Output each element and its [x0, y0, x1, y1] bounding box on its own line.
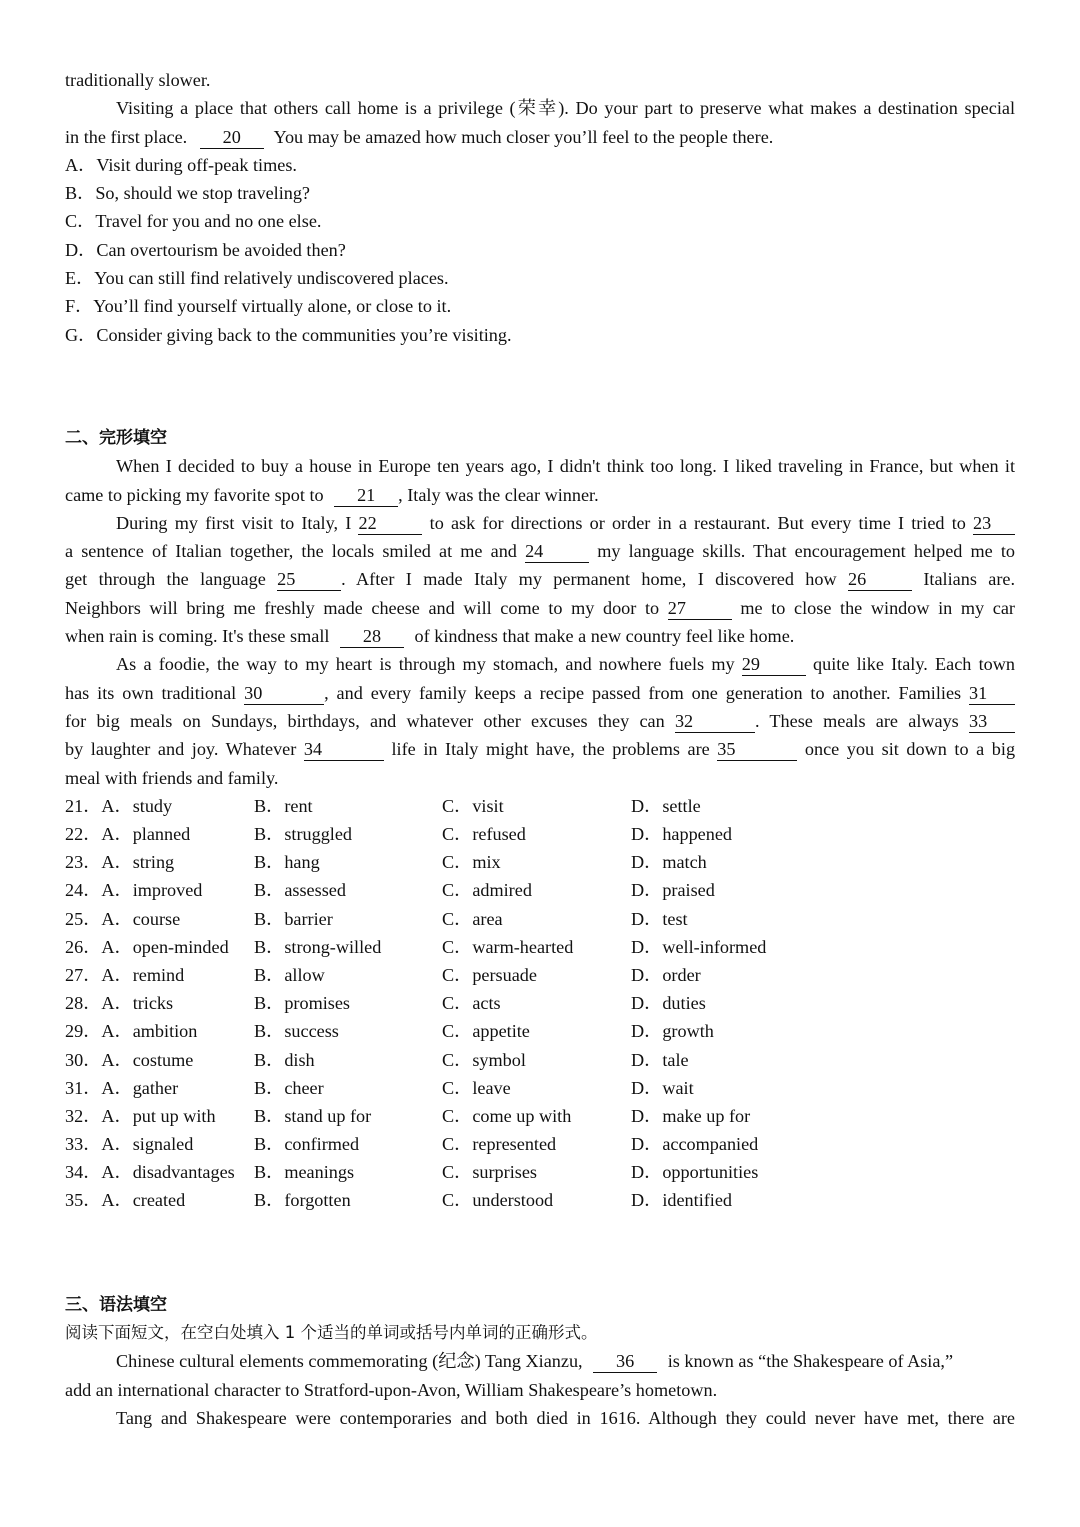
answer-blank[interactable]: 26 — [848, 569, 912, 591]
question-row — [65, 1186, 1015, 1214]
passage-text: traditionally slower. — [65, 70, 211, 90]
choice-c[interactable]: C．come up with — [442, 1105, 572, 1126]
passage-text — [65, 481, 1015, 509]
option-item: F．You’ll find yourself virtually alone, or close to it. — [65, 296, 452, 317]
choice-a[interactable]: 34．A．disadvantages — [65, 1162, 235, 1183]
choice-b[interactable]: B．promises — [254, 993, 350, 1014]
choice-d[interactable]: D．tale — [631, 1049, 689, 1070]
choice-b[interactable]: B．rent — [254, 795, 313, 816]
text-run: Neighbors will bring me freshly made cheese and will come to my door to — [65, 597, 660, 618]
answer-blank[interactable]: 29 — [742, 654, 806, 676]
answer-blank[interactable]: 33 — [969, 711, 1015, 733]
question-list — [65, 792, 1015, 1215]
choice-b[interactable]: B．confirmed — [254, 1134, 360, 1155]
text-run: by laughter and joy. Whatever — [65, 739, 297, 760]
question-row — [65, 820, 1015, 848]
text-run: life in Italy might have, the problems are — [391, 739, 710, 760]
choice-c[interactable]: C．visit — [442, 795, 504, 816]
choice-a[interactable]: 32．A．put up with — [65, 1105, 216, 1126]
choice-d[interactable]: D．happened — [631, 824, 733, 845]
choice-c[interactable]: C．symbol — [442, 1049, 526, 1070]
answer-blank[interactable]: 22 — [358, 513, 422, 535]
choice-d[interactable]: D．match — [631, 852, 707, 873]
question-row — [65, 933, 1015, 961]
choice-d[interactable]: D．order — [631, 964, 701, 985]
text-run: get through the language — [65, 569, 266, 590]
answer-blank[interactable]: 24 — [525, 541, 589, 563]
passage-text — [65, 509, 1015, 537]
answer-blank[interactable]: 28 — [340, 626, 404, 648]
text-run: As a foodie, the way to my heart is through my stomach, and nowhere fuels my — [116, 654, 735, 675]
choice-d[interactable]: D．test — [631, 908, 688, 929]
answer-blank[interactable]: 35 — [717, 739, 797, 761]
text-run: has its own traditional — [65, 682, 237, 703]
choice-d[interactable]: D．accompanied — [631, 1134, 759, 1155]
choice-c[interactable]: C．understood — [442, 1190, 554, 1211]
passage-text — [65, 735, 1015, 763]
text-run: quite like Italy. Each town — [813, 654, 1016, 675]
answer-blank[interactable]: 34 — [304, 739, 384, 761]
choice-c[interactable]: C．acts — [442, 993, 501, 1014]
choice-d[interactable]: D．growth — [631, 1021, 714, 1042]
answer-blank[interactable]: 25 — [277, 569, 341, 591]
question-row — [65, 1102, 1015, 1130]
choice-c[interactable]: C．admired — [442, 880, 532, 901]
text-run: me to close the window in my car — [740, 597, 1015, 618]
choice-c[interactable]: C．persuade — [442, 964, 537, 985]
choice-b[interactable]: B．success — [254, 1021, 339, 1042]
choice-a[interactable]: 24．A．improved — [65, 880, 203, 901]
text-run: for big meals on Sundays, birthdays, and whatever other excuses they can — [65, 710, 665, 731]
answer-blank[interactable]: 31 — [969, 683, 1015, 705]
question-row — [65, 1158, 1015, 1186]
option-item: C．Travel for you and no one else. — [65, 211, 322, 232]
answer-blank[interactable]: 32 — [675, 711, 755, 733]
question-row — [65, 1074, 1015, 1102]
choice-b[interactable]: B．assessed — [254, 880, 346, 901]
choice-b[interactable]: B．allow — [254, 964, 325, 985]
text-run: in the first place. — [65, 126, 188, 147]
choice-d[interactable]: D．settle — [631, 795, 701, 816]
option-item: B．So, should we stop traveling? — [65, 183, 311, 204]
passage-text — [65, 537, 1015, 565]
text-run: You may be amazed how much closer you’ll feel to the people there. — [273, 126, 774, 147]
choice-d[interactable]: D．praised — [631, 880, 715, 901]
answer-blank[interactable]: 21 — [334, 485, 398, 507]
choice-b[interactable]: B．strong-willed — [254, 936, 382, 957]
text-run: , Italy was the clear winner. — [398, 484, 599, 505]
passage-text — [65, 622, 1015, 650]
text-run: Italians are. — [923, 569, 1016, 590]
question-row — [65, 792, 1015, 820]
passage-text — [65, 679, 1015, 707]
text-run: my language skills. That encouragement helped me to — [597, 541, 1016, 562]
passage-text: Visiting a place that others call home is a privilege (荣幸). Do your part to preserve what makes a destination special — [116, 98, 1015, 119]
choice-a[interactable]: 22．A．planned — [65, 824, 191, 845]
choice-b[interactable]: B．dish — [254, 1049, 315, 1070]
choice-c[interactable]: C．surprises — [442, 1162, 537, 1183]
choice-a[interactable]: 33．A．signaled — [65, 1134, 194, 1155]
choice-a[interactable]: 21．A．study — [65, 795, 173, 816]
answer-blank[interactable]: 20 — [200, 127, 264, 149]
choice-d[interactable]: D．wait — [631, 1077, 694, 1098]
choice-a[interactable]: 23．A．string — [65, 852, 175, 873]
choice-b[interactable]: B．meanings — [254, 1162, 355, 1183]
choice-c[interactable]: C．appetite — [442, 1021, 530, 1042]
passage-text — [65, 123, 1015, 151]
choice-a[interactable]: 27．A．remind — [65, 964, 185, 985]
option-item: E．You can still find relatively undiscovered places. — [65, 268, 449, 289]
passage-text: meal with friends and family. — [65, 767, 279, 788]
choice-b[interactable]: B．forgotten — [254, 1190, 351, 1211]
question-row — [65, 961, 1015, 989]
instruction-text: 阅读下面短文，在空白处填入 1 个适当的单词或括号内单词的正确形式。 — [65, 1322, 598, 1342]
choice-b[interactable]: B．struggled — [254, 824, 353, 845]
question-row — [65, 876, 1015, 904]
text-run: is known as “the Shakespeare of Asia,” — [667, 1351, 954, 1372]
text-run: During my first visit to Italy, I — [116, 512, 352, 533]
choice-c[interactable]: C．mix — [442, 852, 501, 873]
choice-a[interactable]: 30．A．costume — [65, 1049, 194, 1070]
choice-a[interactable]: 26．A．open-minded — [65, 936, 229, 957]
choice-c[interactable]: C．leave — [442, 1077, 511, 1098]
answer-blank[interactable]: 36 — [593, 1351, 657, 1373]
choice-c[interactable]: C．represented — [442, 1134, 557, 1155]
exam-page — [65, 66, 1015, 1432]
question-row — [65, 989, 1015, 1017]
choice-d[interactable]: D．identified — [631, 1190, 733, 1211]
text-run: of kindness that make a new country feel like home. — [414, 626, 795, 647]
option-item: A．Visit during off-peak times. — [65, 154, 297, 175]
question-row — [65, 905, 1015, 933]
text-run: . These meals are always — [754, 710, 959, 731]
passage-text: When I decided to buy a house in Europe ten years ago, I didn't think too long. I liked traveling in France, but when it — [116, 456, 1015, 477]
passage-text: add an international character to Stratford-upon-Avon, William Shakespeare’s hometown. — [65, 1379, 718, 1400]
section-heading-cloze: 二、完形填空 — [65, 427, 167, 448]
choice-c[interactable]: C．refused — [442, 824, 526, 845]
passage-text — [65, 594, 1015, 622]
choice-b[interactable]: B．barrier — [254, 908, 333, 929]
passage-text — [65, 650, 1015, 678]
passage-text: Tang and Shakespeare were contemporaries and both died in 1616. Although they could never have met, there are — [116, 1407, 1015, 1428]
section-heading-grammar: 三、语法填空 — [65, 1294, 167, 1315]
question-row — [65, 848, 1015, 876]
choice-d[interactable]: D．duties — [631, 993, 706, 1014]
choice-d[interactable]: D．well-informed — [631, 936, 767, 957]
choice-d[interactable]: D．make up for — [631, 1105, 751, 1126]
choice-a[interactable]: 28．A．tricks — [65, 993, 174, 1014]
text-run: came to picking my favorite spot to — [65, 484, 324, 505]
option-item: D．Can overtourism be avoided then? — [65, 239, 346, 260]
passage-text — [65, 1347, 1015, 1375]
choice-c[interactable]: C．area — [442, 908, 503, 929]
text-run: a sentence of Italian together, the locals smiled at me and — [65, 541, 517, 562]
choice-c[interactable]: C．warm-hearted — [442, 936, 574, 957]
text-run: Chinese cultural elements commemorating (纪念) Tang Xianzu, — [116, 1351, 583, 1372]
text-run: to ask for directions or order in a restaurant. But every time I tried to — [429, 512, 966, 533]
choice-a[interactable]: 29．A．ambition — [65, 1021, 198, 1042]
choice-a[interactable]: 25．A．course — [65, 908, 181, 929]
question-row — [65, 1046, 1015, 1074]
choice-a[interactable]: 31．A．gather — [65, 1077, 179, 1098]
choice-b[interactable]: B．stand up for — [254, 1105, 372, 1126]
answer-blank[interactable]: 30 — [244, 683, 324, 705]
text-run: . After I made Italy my permanent home, I discovered how — [341, 569, 837, 590]
question-row — [65, 1017, 1015, 1045]
choice-b[interactable]: B．hang — [254, 852, 320, 873]
passage-text — [65, 565, 1015, 593]
question-row — [65, 1130, 1015, 1158]
choice-a[interactable]: 35．A．created — [65, 1190, 186, 1211]
passage-text — [65, 707, 1015, 735]
text-run: , and every family keeps a recipe passed from one generation to another. Families — [324, 682, 962, 703]
option-item: G．Consider giving back to the communities you’re visiting. — [65, 324, 512, 345]
answer-blank[interactable]: 23 — [973, 513, 1015, 535]
choice-b[interactable]: B．cheer — [254, 1077, 324, 1098]
choice-d[interactable]: D．opportunities — [631, 1162, 759, 1183]
answer-blank[interactable]: 27 — [668, 598, 732, 620]
text-run: once you sit down to a big — [804, 739, 1016, 760]
text-run: when rain is coming. It's these small — [65, 626, 330, 647]
